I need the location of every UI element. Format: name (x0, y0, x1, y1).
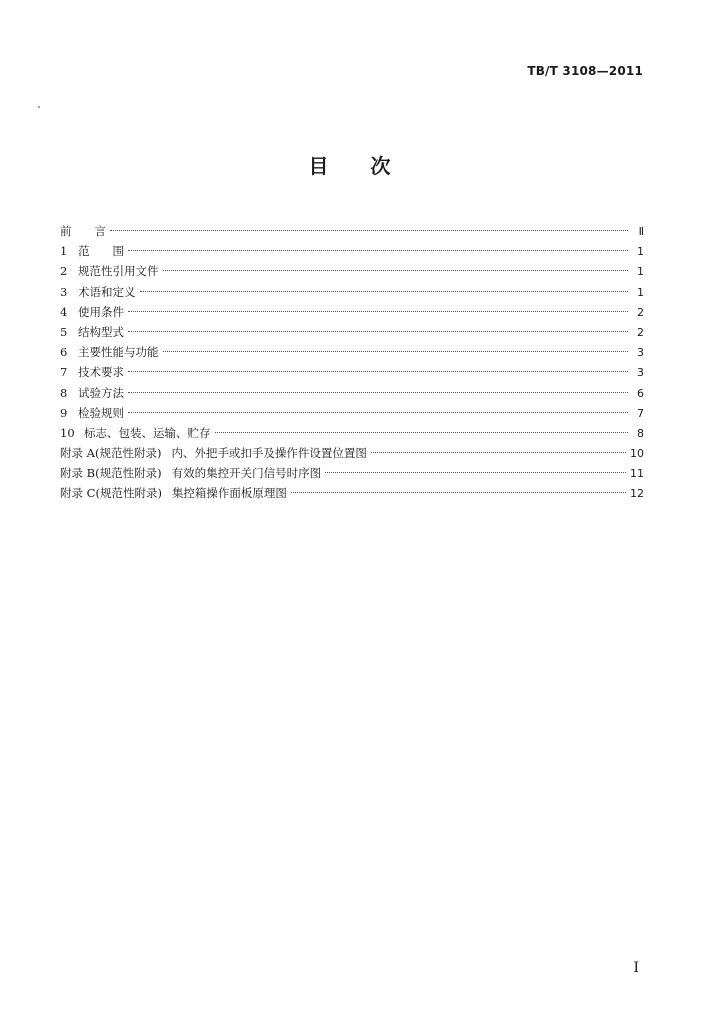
toc-leader (163, 270, 629, 271)
toc-page-number: 8 (637, 426, 644, 440)
toc-entry-label: 3 术语和定义 (60, 284, 136, 299)
title-char-1: 目 (308, 154, 331, 178)
toc-entry-annex-c (60, 483, 644, 503)
toc-entry-label: 9 检验规则 (60, 405, 124, 420)
title-char-2: 次 (370, 154, 393, 178)
toc-leader (128, 311, 628, 312)
toc-entry-foreword (60, 221, 644, 241)
toc-entry-label: 10 标志、包装、运输、贮存 (60, 425, 211, 440)
toc-entry-label: 前 言 (60, 224, 106, 238)
toc-entry-subtitle: 有效的集控开关门信号时序图 (171, 466, 322, 481)
toc-entry-annex-a (60, 443, 644, 463)
toc-entry-label: 5 结构型式 (60, 324, 124, 339)
toc-page-number: 1 (637, 245, 644, 259)
toc-page-number: 7 (637, 406, 644, 420)
toc-entry-label: 1 范 围 (60, 244, 124, 259)
toc-leader (140, 291, 629, 292)
toc-entry-annex-b (60, 463, 644, 483)
toc-entry-8 (60, 383, 644, 403)
toc-page-number: Ⅱ (638, 225, 644, 238)
toc-entry-3 (60, 282, 644, 302)
toc-entry-1 (60, 241, 644, 261)
toc-entry-4 (60, 302, 644, 322)
toc-leader (215, 432, 629, 433)
toc-page-number: 2 (637, 305, 644, 319)
toc-entry-label: 附录 B(规范性附录) 有效的集控开关门信号时序图 (60, 466, 322, 481)
scan-speck (38, 106, 40, 108)
toc-entry-5 (60, 322, 644, 342)
toc-entry-label: 附录 C(规范性附录) 集控箱操作面板原理图 (60, 486, 287, 501)
toc-leader (163, 351, 629, 352)
toc-entry-7 (60, 362, 644, 382)
toc-entry-label: 附录 A(规范性附录) 内、外把手或扣手及操作件设置位置图 (60, 446, 367, 461)
toc-entry-label: 8 试验方法 (60, 385, 124, 400)
table-of-contents (60, 221, 644, 504)
toc-entry-subtitle: 内、外把手或扣手及操作件设置位置图 (171, 446, 367, 461)
toc-leader (110, 230, 628, 231)
toc-page-number: 3 (637, 346, 644, 360)
toc-leader (128, 412, 628, 413)
toc-leader (128, 331, 628, 332)
toc-leader (325, 472, 626, 473)
toc-entry-label: 6 主要性能与功能 (60, 345, 159, 360)
toc-leader (128, 250, 628, 251)
toc-leader (128, 392, 628, 393)
toc-page-number: 6 (637, 386, 644, 400)
toc-page-number: 1 (637, 285, 644, 299)
toc-leader (371, 452, 626, 453)
toc-entry-6 (60, 342, 644, 362)
standard-code: TB/T 3108—2011 (527, 64, 643, 78)
toc-page-number: 1 (637, 265, 644, 279)
page-number: I (633, 960, 639, 976)
toc-page-number: 11 (630, 467, 644, 481)
toc-entry-9 (60, 403, 644, 423)
toc-entry-label: 2 规范性引用文件 (60, 264, 159, 279)
page-title (0, 150, 701, 179)
toc-page-number: 12 (630, 487, 644, 501)
toc-entry-2 (60, 261, 644, 281)
toc-page-number: 3 (637, 366, 644, 380)
toc-entry-label: 7 技术要求 (60, 365, 124, 380)
toc-entry-subtitle: 集控箱操作面板原理图 (171, 486, 287, 501)
toc-leader (128, 371, 628, 372)
toc-entry-label: 4 使用条件 (60, 304, 124, 319)
toc-leader (291, 492, 626, 493)
toc-page-number: 2 (637, 325, 644, 339)
toc-page-number: 10 (630, 447, 644, 461)
toc-entry-10 (60, 423, 644, 443)
